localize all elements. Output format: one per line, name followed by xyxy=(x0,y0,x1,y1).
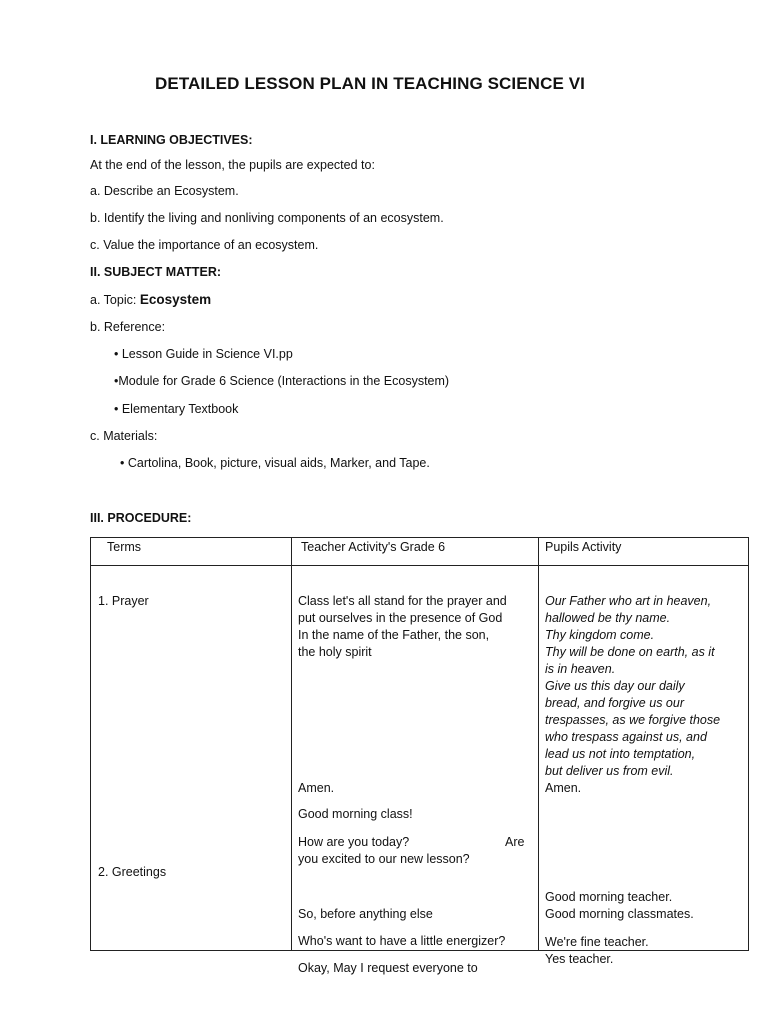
teacher-line: you excited to our new lesson? xyxy=(298,852,470,866)
objective-item: b. Identify the living and nonliving components of an ecosystem. xyxy=(90,211,444,225)
teacher-line: Class let's all stand for the prayer and xyxy=(298,594,507,608)
procedure-table xyxy=(90,537,749,975)
prayer-line: lead us not into temptation, xyxy=(545,747,696,761)
pupils-activity-cell xyxy=(539,566,749,966)
materials-item: • Cartolina, Book, picture, visual aids, Marker, and Tape. xyxy=(120,456,430,470)
prayer-line: is in heaven. xyxy=(545,662,616,676)
teacher-line: Who's want to have a little energizer? xyxy=(298,934,506,948)
term-item: 1. Prayer xyxy=(98,594,149,608)
topic-line xyxy=(90,292,211,307)
objective-item: a. Describe an Ecosystem. xyxy=(90,184,239,198)
prayer-line: but deliver us from evil. xyxy=(545,764,674,778)
pupil-line: We're fine teacher. xyxy=(545,935,649,949)
column-header: Pupils Activity xyxy=(539,538,749,566)
reference-item: • Lesson Guide in Science VI.pp xyxy=(114,347,293,361)
teacher-line: In the name of the Father, the son, xyxy=(298,628,490,642)
teacher-line: So, before anything else xyxy=(298,907,433,921)
prayer-line: bread, and forgive us our xyxy=(545,696,684,710)
topic-label: a. Topic: xyxy=(90,293,140,307)
pupil-line: Good morning teacher. xyxy=(545,890,673,904)
topic-value: Ecosystem xyxy=(139,292,212,307)
materials-label: c. Materials: xyxy=(90,429,158,443)
prayer-line: Give us this day our daily xyxy=(545,679,685,693)
prayer-line: hallowed be thy name. xyxy=(545,611,671,625)
subject-matter-heading: II. SUBJECT MATTER: xyxy=(90,265,222,279)
teacher-line: Good morning class! xyxy=(298,807,413,821)
objective-item: c. Value the importance of an ecosystem. xyxy=(90,238,319,252)
pupil-line: Yes teacher. xyxy=(545,952,614,966)
table-header-row xyxy=(91,538,749,566)
teacher-line: Amen. xyxy=(298,781,335,795)
prayer-line: trespasses, as we forgive those xyxy=(545,713,721,727)
objectives-heading: I. LEARNING OBJECTIVES: xyxy=(90,133,253,147)
reference-label: b. Reference: xyxy=(90,320,166,334)
pupil-line: Amen. xyxy=(545,781,582,795)
prayer-line: Thy kingdom come. xyxy=(545,628,655,642)
procedure-heading: III. PROCEDURE: xyxy=(90,511,192,525)
objectives-intro: At the end of the lesson, the pupils are expected to: xyxy=(90,158,375,172)
term-item: 2. Greetings xyxy=(98,865,167,879)
teacher-line: the holy spirit xyxy=(298,645,372,659)
column-header: Terms xyxy=(91,538,292,566)
teacher-line: How are you today? xyxy=(298,835,410,849)
column-header: Teacher Activity's Grade 6 xyxy=(292,538,539,566)
teacher-activity-cell xyxy=(292,566,539,975)
prayer-line: Thy will be done on earth, as it xyxy=(545,645,715,659)
pupil-line: Good morning classmates. xyxy=(545,907,694,921)
reference-item: • Elementary Textbook xyxy=(114,402,239,416)
teacher-line: Are xyxy=(505,835,525,849)
teacher-line: Okay, May I request everyone to xyxy=(298,961,478,975)
table-row xyxy=(91,566,749,951)
prayer-line: who trespass against us, and xyxy=(545,730,707,744)
prayer-line: Our Father who art in heaven, xyxy=(545,594,712,608)
terms-cell xyxy=(91,566,292,951)
reference-item: •Module for Grade 6 Science (Interactions in the Ecosystem) xyxy=(114,374,450,388)
page-title: DETAILED LESSON PLAN IN TEACHING SCIENCE VI xyxy=(155,74,585,93)
teacher-line: put ourselves in the presence of God xyxy=(298,611,503,625)
